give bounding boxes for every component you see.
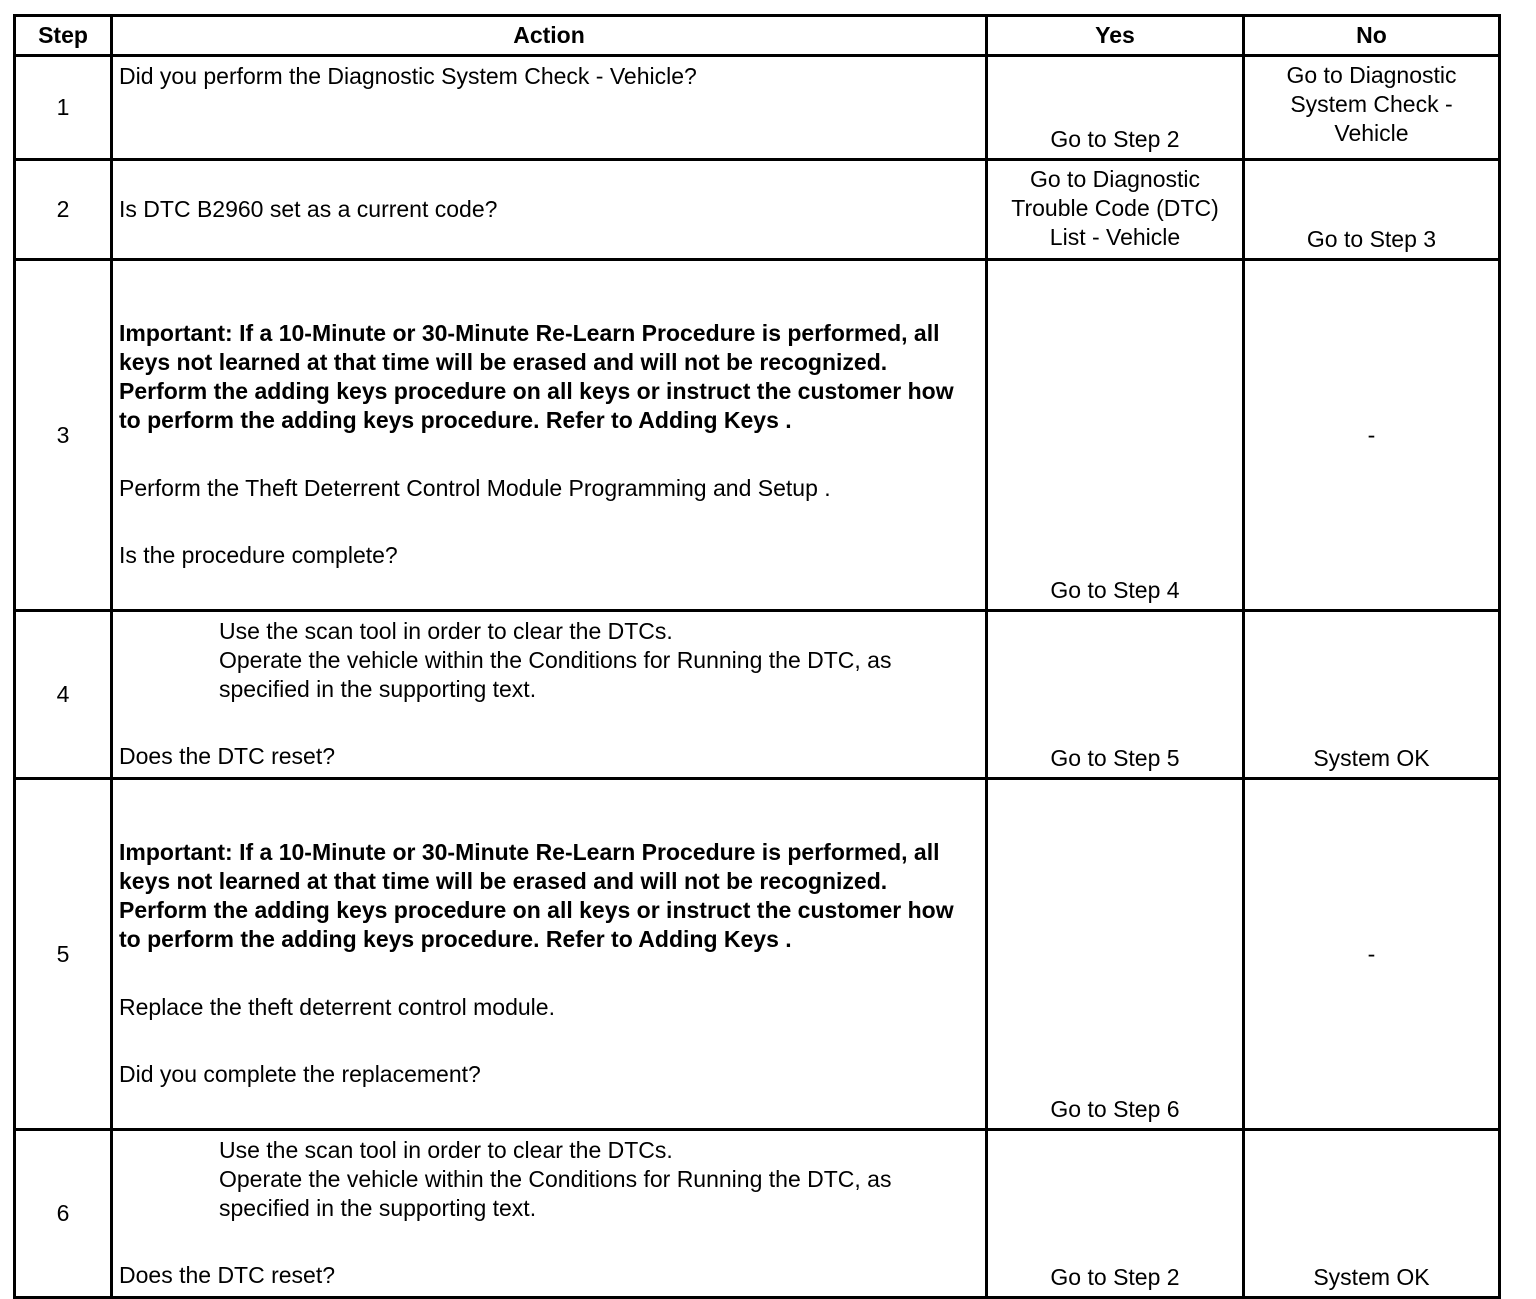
action-question: Does the DTC reset? [119, 743, 336, 769]
yes-cell: Go to Diagnostic Trouble Code (DTC) List - Vehicle [987, 160, 1244, 260]
yes-cell: Go to Step 5 [987, 611, 1244, 779]
action-cell [112, 56, 987, 160]
header-row [15, 16, 1500, 56]
action-cell [112, 1130, 987, 1298]
action-question: Did you complete the replacement? [119, 1061, 481, 1087]
table-row [15, 779, 1500, 1130]
yes-cell: Go to Step 6 [987, 779, 1244, 1130]
diagnostic-table-container [13, 14, 1501, 1299]
table-row [15, 260, 1500, 611]
no-cell: Go to Diagnostic System Check - Vehicle [1244, 56, 1500, 160]
no-cell: - [1244, 779, 1500, 1130]
step-number: 6 [15, 1130, 112, 1298]
action-substep: Operate the vehicle within the Conditions for Running the DTC, as specified in the supporting text. [219, 647, 892, 702]
step-number: 4 [15, 611, 112, 779]
yes-cell: Go to Step 4 [987, 260, 1244, 611]
yes-cell: Go to Step 2 [987, 56, 1244, 160]
action-question: Does the DTC reset? [119, 1262, 336, 1288]
header-step: Step [15, 16, 112, 56]
action-question: Is DTC B2960 set as a current code? [119, 196, 498, 222]
step-number: 1 [15, 56, 112, 160]
action-question: Did you perform the Diagnostic System Check - Vehicle? [119, 63, 697, 89]
table-row [15, 160, 1500, 260]
no-cell: System OK [1244, 1130, 1500, 1298]
action-question: Is the procedure complete? [119, 542, 398, 568]
diagnostic-table [13, 14, 1501, 1299]
action-substep: Use the scan tool in order to clear the DTCs. [219, 1137, 673, 1163]
step-number: 3 [15, 260, 112, 611]
table-row [15, 1130, 1500, 1298]
action-cell [112, 779, 987, 1130]
header-no: No [1244, 16, 1500, 56]
action-instruction: Perform the Theft Deterrent Control Module Programming and Setup . [119, 475, 831, 501]
table-row [15, 611, 1500, 779]
action-substep: Operate the vehicle within the Conditions for Running the DTC, as specified in the supporting text. [219, 1166, 892, 1221]
step-number: 2 [15, 160, 112, 260]
important-note: Important: If a 10-Minute or 30-Minute Re-Learn Procedure is performed, all keys not learned at that time will be erased and will not be recognized. Perform the adding keys procedure on all keys or instruct the customer how to perform the adding keys procedure. Refer to Adding Keys . [119, 839, 954, 952]
no-cell: Go to Step 3 [1244, 160, 1500, 260]
important-note: Important: If a 10-Minute or 30-Minute Re-Learn Procedure is performed, all keys not learned at that time will be erased and will not be recognized. Perform the adding keys procedure on all keys or instruct the customer how to perform the adding keys procedure. Refer to Adding Keys . [119, 320, 954, 433]
action-cell [112, 160, 987, 260]
action-cell [112, 611, 987, 779]
action-substep: Use the scan tool in order to clear the DTCs. [219, 618, 673, 644]
table-row [15, 56, 1500, 160]
no-cell: - [1244, 260, 1500, 611]
step-number: 5 [15, 779, 112, 1130]
action-cell [112, 260, 987, 611]
no-cell: System OK [1244, 611, 1500, 779]
yes-cell: Go to Step 2 [987, 1130, 1244, 1298]
header-yes: Yes [987, 16, 1244, 56]
header-action: Action [112, 16, 987, 56]
action-instruction: Replace the theft deterrent control module. [119, 994, 555, 1020]
